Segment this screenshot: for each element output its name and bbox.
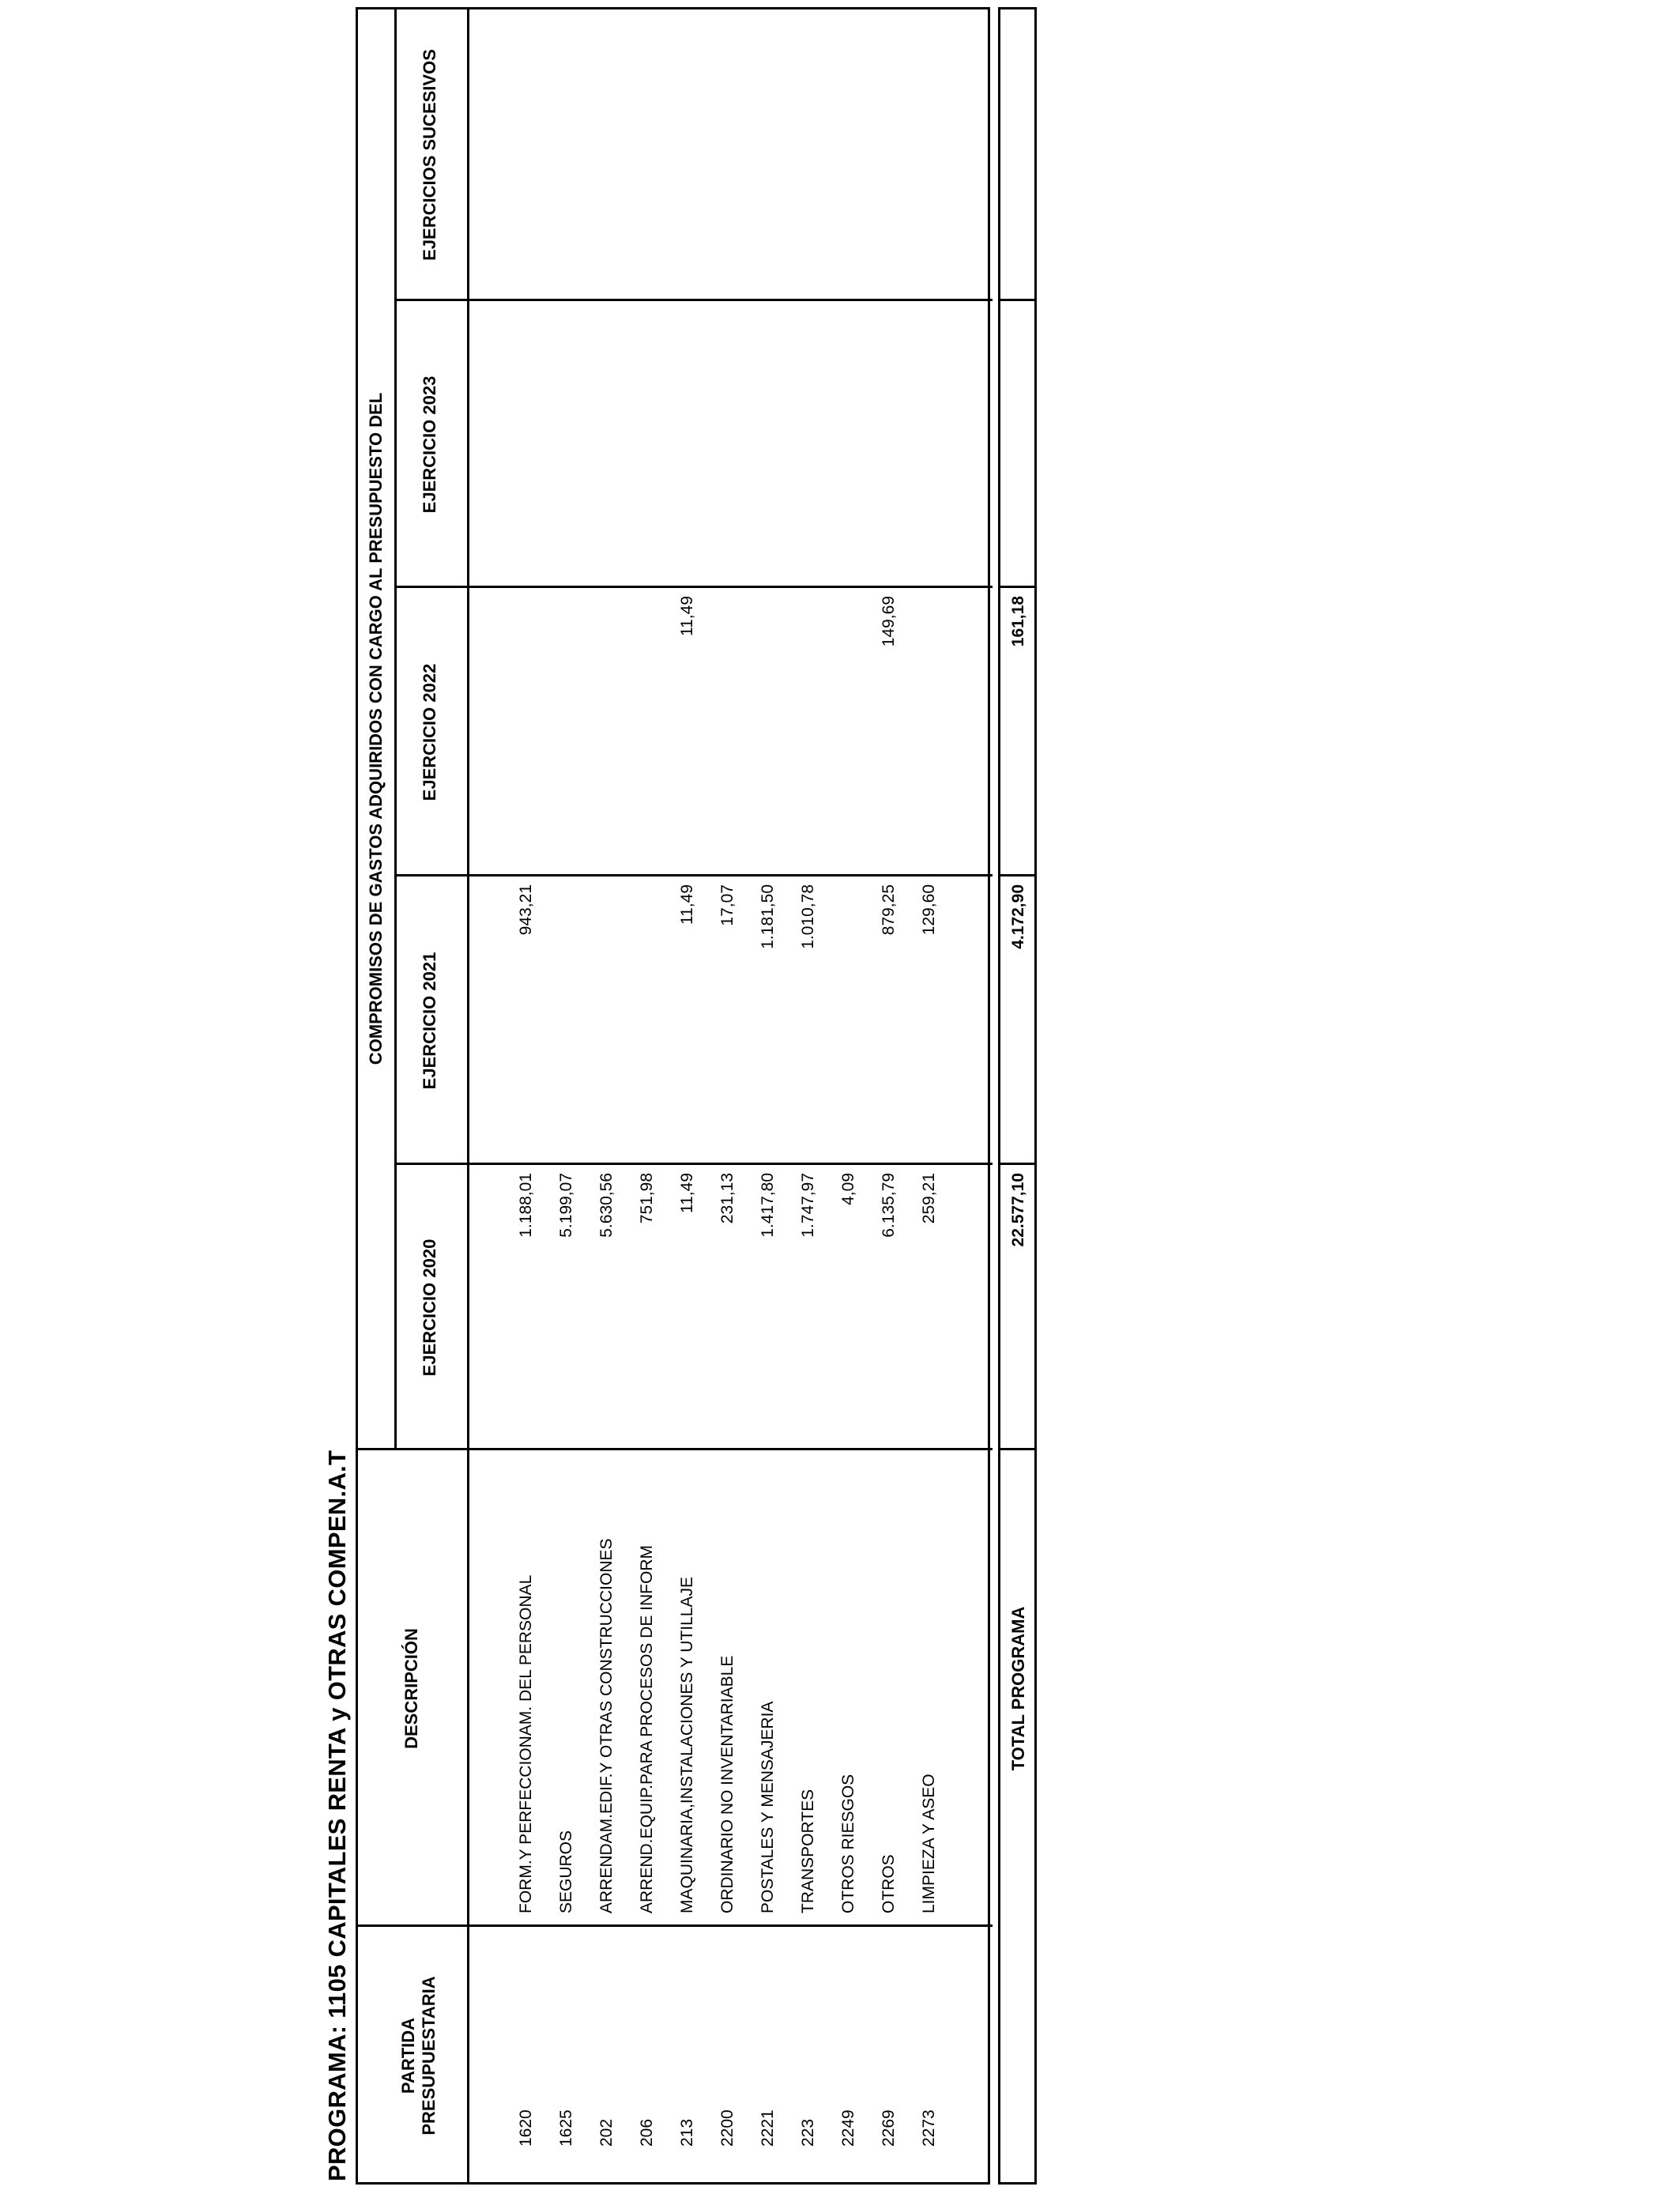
row-ejercicio-2021: 879,25 (880, 884, 898, 936)
row-ejercicio-2022: 11,49 (678, 596, 696, 636)
row-descripcion: POSTALES Y MENSAJERIA (759, 1701, 777, 1913)
row-ejercicio-2020: 11,49 (678, 1173, 696, 1213)
row-descripcion: ORDINARIO NO INVENTARIABLE (718, 1655, 736, 1913)
row-ejercicio-2021: 1.010,78 (799, 884, 817, 949)
row-partida: 223 (799, 2118, 817, 2147)
row-ejercicio-2021: 11,49 (678, 884, 696, 925)
sep-partida (356, 1924, 993, 1927)
row-descripcion: TRANSPORTES (799, 1789, 817, 1913)
row-ejercicio-2020: 259,21 (920, 1173, 938, 1224)
sep-descripcion (356, 1448, 993, 1450)
header-ejercicio-2023: EJERCICIO 2023 (420, 375, 439, 514)
header-ejercicio-2021: EJERCICIO 2021 (420, 952, 439, 1090)
total-2022: 161,18 (1009, 596, 1027, 647)
page-title: PROGRAMA: 1105 CAPITALES RENTA y OTRAS COMPEN.A.T (323, 1449, 351, 2181)
header-compromisos: COMPROMISOS DE GASTOS ADQUIRIDOS CON CARGO AL PRESUPUESTO DEL (366, 392, 386, 1065)
row-ejercicio-2020: 1.417,80 (759, 1173, 777, 1238)
row-ejercicio-2021: 129,60 (920, 884, 938, 936)
row-descripcion: OTROS RIESGOS (839, 1774, 857, 1913)
row-descripcion: FORM.Y PERFECCIONAM. DEL PERSONAL (517, 1574, 535, 1913)
row-descripcion: ARRENDAM.EDIF.Y OTRAS CONSTRUCCIONES (597, 1538, 616, 1913)
row-ejercicio-2020: 5.199,07 (557, 1173, 575, 1238)
row-descripcion: ARREND.EQUIP.PARA PROCESOS DE INFORM (638, 1545, 656, 1913)
row-ejercicio-2020: 1.188,01 (517, 1173, 535, 1238)
row-partida: 206 (638, 2118, 656, 2147)
row-ejercicio-2020: 4,09 (839, 1173, 857, 1205)
header-descripcion: DESCRIPCIÓN (401, 1628, 421, 1749)
row-partida: 2221 (759, 2109, 777, 2147)
header-ejercicios-sucesivos: EJERCICIOS SUCESIVOS (420, 49, 439, 261)
total-2020: 22.577,10 (1009, 1173, 1027, 1247)
header-partida-line1: PARTIDA (398, 2017, 418, 2094)
row-ejercicio-2021: 17,07 (718, 884, 736, 926)
sep-2022 (394, 586, 993, 588)
row-partida: 2269 (880, 2109, 898, 2147)
row-ejercicio-2020: 5.630,56 (597, 1173, 616, 1238)
header-ejercicio-2022: EJERCICIO 2022 (420, 663, 439, 801)
header-partida-line2: PRESUPUESTARIA (419, 1976, 439, 2136)
row-ejercicio-2022: 149,69 (880, 596, 898, 647)
row-descripcion: OTROS (880, 1854, 898, 1913)
row-ejercicio-2020: 751,98 (638, 1173, 656, 1224)
row-partida: 2200 (718, 2109, 736, 2147)
row-partida: 202 (597, 2118, 616, 2147)
row-partida: 1625 (557, 2109, 575, 2147)
compromisos-rule (394, 7, 397, 1450)
row-ejercicio-2020: 1.747,97 (799, 1173, 817, 1238)
row-ejercicio-2021: 943,21 (517, 884, 535, 936)
total-2021: 4.172,90 (1009, 884, 1027, 949)
row-partida: 1620 (517, 2109, 535, 2147)
row-partida: 2249 (839, 2109, 857, 2147)
row-partida: 213 (678, 2118, 696, 2147)
header-ejercicio-2020: EJERCICIO 2020 (420, 1238, 439, 1377)
row-descripcion: SEGUROS (557, 1830, 575, 1913)
total-label: TOTAL PROGRAMA (1008, 1606, 1028, 1771)
row-descripcion: LIMPIEZA Y ASEO (920, 1774, 938, 1913)
header-rule (467, 7, 469, 2185)
total-sep-5 (998, 299, 1037, 301)
row-ejercicio-2020: 6.135,79 (880, 1173, 898, 1238)
row-descripcion: MAQUINARIA,INSTALACIONES Y UTILLAJE (678, 1577, 696, 1913)
row-ejercicio-2020: 231,13 (718, 1173, 736, 1224)
total-sep-4 (998, 586, 1037, 588)
row-partida: 2273 (920, 2109, 938, 2147)
sep-2023 (394, 299, 993, 301)
row-ejercicio-2021: 1.181,50 (759, 884, 777, 949)
